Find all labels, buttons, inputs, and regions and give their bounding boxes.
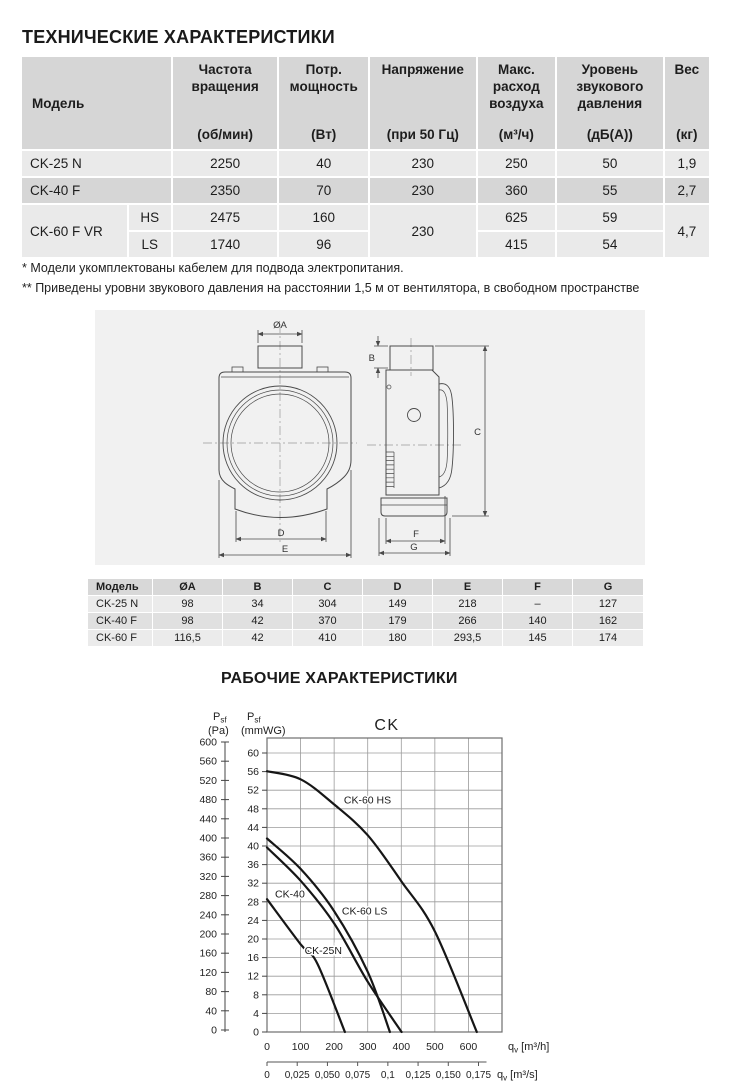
dim-label-b: B	[368, 353, 375, 364]
x-tick-label: 500	[426, 1041, 444, 1053]
mmwg-ticks	[262, 753, 267, 1032]
dim-model-cell: CK-60 F	[88, 630, 152, 646]
pa-tick-label: 80	[205, 986, 217, 999]
performance-chart	[175, 682, 585, 1087]
col-unit: (об/мин)	[197, 127, 254, 143]
dim-cell: 304	[293, 596, 362, 612]
dim-cell: 34	[223, 596, 292, 612]
col-title: Макс. расход воздуха	[489, 62, 544, 111]
mmwg-tick-label: 56	[247, 766, 259, 779]
spec-header-model-label: Модель	[32, 95, 85, 111]
model-cell: CK-60 F VR	[22, 205, 127, 257]
voltage-cell: 230	[370, 205, 476, 257]
mmwg-tick-label: 20	[247, 933, 259, 946]
dim-cell: 140	[503, 613, 572, 629]
rpm-cell: 2475	[173, 205, 278, 230]
mmwg-tick-labels	[247, 748, 259, 1039]
x2-tick-label: 0,175	[465, 1070, 492, 1081]
dim-cell: 42	[223, 630, 292, 646]
spec-header-noise	[557, 57, 663, 149]
col-title: Напряжение	[381, 62, 464, 77]
mmwg-tick-label: 36	[247, 859, 259, 872]
plot-border	[267, 738, 502, 1032]
spec-header-row	[22, 57, 709, 149]
dim-header-c: C	[293, 579, 362, 595]
y-axis-headers	[208, 711, 286, 737]
mmwg-tick-label: 52	[247, 784, 259, 797]
dim-cell: 266	[433, 613, 502, 629]
mmwg-tick-label: 40	[247, 840, 259, 853]
dim-cell: 149	[363, 596, 432, 612]
x-tick-label: 300	[358, 1041, 377, 1053]
dim-cell: 98	[153, 596, 222, 612]
rpm-cell: 2250	[173, 151, 278, 176]
x-tick-label: 600	[459, 1041, 478, 1053]
spec-row-ck60-hs	[22, 205, 709, 230]
footnote-1: * Модели укомплектованы кабелем для подвода электропитания.	[22, 261, 404, 275]
mmwg-tick-label: 8	[253, 989, 259, 1002]
side-view	[367, 338, 463, 516]
dim-cell: 410	[293, 630, 362, 646]
curve-label-CK-60-LS: CK-60 LS	[341, 905, 388, 918]
x-tick-label: 100	[291, 1041, 310, 1053]
col-title: Вес	[674, 62, 700, 77]
pa-tick-label: 440	[199, 813, 217, 826]
rpm-cell: 2350	[173, 178, 278, 203]
footnote-2: ** Приведены уровни звукового давления на расстоянии 1,5 м от вентилятора, в свободном пространстве	[22, 281, 640, 295]
dim-header-oa: ØA	[153, 579, 222, 595]
spec-table	[20, 55, 711, 259]
model-cell: CK-40 F	[22, 178, 171, 203]
weight-cell: 2,7	[665, 178, 709, 203]
spec-header-airflow	[478, 57, 555, 149]
grid	[267, 738, 502, 1032]
section2-title: РАБОЧИЕ ХАРАКТЕРИСТИКИ	[221, 670, 458, 687]
airflow-cell: 625	[478, 205, 555, 230]
mmwg-tick-label: 48	[247, 803, 259, 816]
mmwg-tick-label: 28	[247, 896, 259, 909]
weight-cell: 4,7	[665, 205, 709, 257]
dim-label-g: G	[410, 542, 418, 553]
noise-cell: 59	[557, 205, 663, 230]
col-unit: (при 50 Гц)	[386, 127, 459, 143]
weight-cell: 1,9	[665, 151, 709, 176]
dim-row-ck60f	[88, 630, 643, 646]
spec-row-ck40f	[22, 178, 709, 203]
spec-header-weight	[665, 57, 709, 149]
pa-axis-title: $P_{sf}$	[213, 711, 227, 725]
col-unit: (дБ(А))	[586, 127, 633, 143]
model-cell: CK-25 N	[22, 151, 171, 176]
col-title: Потр. мощность	[289, 62, 358, 94]
mmwg-tick-label: 44	[247, 821, 259, 834]
speed-cell: LS	[129, 232, 171, 257]
mmwg-axis-unit: (mmWG)	[241, 725, 286, 737]
x2-axis	[267, 1062, 487, 1066]
noise-cell: 55	[557, 178, 663, 203]
dim-header-f: F	[503, 579, 572, 595]
col-title: Частота вращения	[191, 62, 259, 94]
x2-tick-labels	[264, 1070, 491, 1081]
dim-label-e: E	[281, 544, 289, 555]
pa-tick-label: 560	[199, 755, 217, 768]
x2-tick-label: 0,050	[314, 1070, 340, 1081]
mmwg-tick-label: 4	[253, 1007, 259, 1020]
pa-tick-label: 360	[199, 851, 217, 864]
mmwg-tick-label: 16	[247, 952, 259, 965]
pa-tick-label: 120	[199, 966, 217, 979]
pa-tick-label: 400	[199, 832, 217, 845]
power-cell: 96	[279, 232, 368, 257]
curve-label-CK-60-HS: CK-60 HS	[343, 794, 392, 807]
dim-cell: 162	[573, 613, 643, 629]
dim-cell: 98	[153, 613, 222, 629]
pa-tick-label: 320	[199, 870, 217, 883]
pa-tick-label: 240	[199, 909, 217, 922]
chart-title: CK	[374, 717, 400, 734]
dim-cell: –	[503, 596, 572, 612]
mmwg-tick-label: 32	[247, 877, 259, 890]
dim-model-cell: CK-25 N	[88, 596, 152, 612]
x-tick-label: 200	[325, 1041, 343, 1053]
mmwg-tick-label: 12	[247, 970, 259, 983]
power-cell: 70	[279, 178, 368, 203]
dimension-table	[87, 578, 644, 647]
power-cell: 40	[279, 151, 368, 176]
pa-tick-labels	[199, 737, 217, 1037]
dim-label-d: D	[277, 528, 285, 539]
spec-header-voltage	[370, 57, 476, 149]
dim-header-model: Модель	[88, 579, 152, 595]
x2-tick-label: 0	[264, 1070, 270, 1081]
front-view	[203, 324, 357, 542]
x2-tick-label: 0,075	[345, 1070, 371, 1081]
dim-cell: 127	[573, 596, 643, 612]
voltage-cell: 230	[370, 151, 476, 176]
x-tick-labels	[264, 1041, 477, 1053]
dim-cell: 293,5	[433, 630, 502, 646]
dim-cell: 42	[223, 613, 292, 629]
curve-CK-40	[267, 839, 390, 1033]
dim-cell: 180	[363, 630, 432, 646]
curve-label-CK-25N: CK-25N	[304, 944, 342, 957]
dimension-lines	[219, 330, 489, 558]
x-tick-label: 400	[392, 1041, 411, 1053]
power-cell: 160	[279, 205, 368, 230]
pa-tick-label: 200	[199, 928, 217, 941]
x2-tick-label: 0,150	[435, 1070, 461, 1081]
voltage-cell: 230	[370, 178, 476, 203]
dim-row-ck25n	[88, 596, 643, 612]
mmwg-axis-title: $P_{sf}$	[247, 711, 261, 725]
x2-axis-title: $q_v$ [m³/s]	[497, 1069, 538, 1083]
dim-header-g: G	[573, 579, 643, 595]
dim-cell: 179	[363, 613, 432, 629]
curve-label-CK-40: CK-40	[275, 888, 305, 901]
col-title: Уровень звукового давления	[576, 62, 644, 111]
x2-tick-label: 0,125	[405, 1070, 431, 1081]
x2-tick-label: 0,1	[380, 1070, 395, 1081]
spec-header-model	[22, 57, 171, 149]
dim-label-c: C	[474, 427, 481, 438]
curve-CK-25N	[267, 899, 345, 1032]
fan-drawing-svg	[95, 310, 645, 565]
pa-tick-label: 520	[199, 774, 217, 787]
dim-header-d: D	[363, 579, 432, 595]
dim-header-b: B	[223, 579, 292, 595]
airflow-cell: 415	[478, 232, 555, 257]
dim-label-a: ØA	[273, 320, 287, 331]
dim-cell: 218	[433, 596, 502, 612]
col-unit: (Вт)	[311, 127, 337, 143]
mmwg-tick-label: 60	[247, 747, 259, 760]
speed-cell: HS	[129, 205, 171, 230]
dim-cell: 145	[503, 630, 572, 646]
airflow-cell: 250	[478, 151, 555, 176]
spec-header-power	[279, 57, 368, 149]
dim-label-f: F	[413, 529, 419, 540]
noise-cell: 54	[557, 232, 663, 257]
dim-row-ck40f	[88, 613, 643, 629]
mmwg-tick-label: 0	[253, 1026, 259, 1039]
dim-header-e: E	[433, 579, 502, 595]
spec-header-rpm	[173, 57, 278, 149]
dim-cell: 370	[293, 613, 362, 629]
x2-tick-label: 0,025	[284, 1070, 310, 1081]
performance-chart-svg	[175, 682, 585, 1087]
airflow-cell: 360	[478, 178, 555, 203]
pa-tick-label: 40	[205, 1005, 217, 1018]
page-title: ТЕХНИЧЕСКИЕ ХАРАКТЕРИСТИКИ	[22, 27, 335, 47]
x-axis-title: $q_v$ [m³/h]	[508, 1041, 550, 1055]
pa-tick-label: 280	[199, 890, 217, 903]
col-unit: (кг)	[676, 127, 698, 143]
noise-cell: 50	[557, 151, 663, 176]
col-unit: (м³/ч)	[498, 127, 534, 143]
spec-row-ck25n	[22, 151, 709, 176]
mmwg-tick-label: 24	[247, 914, 259, 927]
pa-tick-label: 480	[199, 794, 217, 807]
dim-cell: 116,5	[153, 630, 222, 646]
pa-tick-label: 600	[199, 736, 217, 749]
pa-tick-label: 0	[211, 1024, 217, 1037]
dim-model-cell: CK-40 F	[88, 613, 152, 629]
pa-axis-unit: (Pa)	[208, 725, 229, 737]
x-tick-label: 0	[264, 1041, 270, 1053]
dim-header-row	[88, 579, 643, 595]
dimension-drawing	[95, 310, 645, 565]
rpm-cell: 1740	[173, 232, 278, 257]
pa-tick-label: 160	[199, 947, 217, 960]
pa-axis	[221, 742, 229, 1032]
dim-cell: 174	[573, 630, 643, 646]
